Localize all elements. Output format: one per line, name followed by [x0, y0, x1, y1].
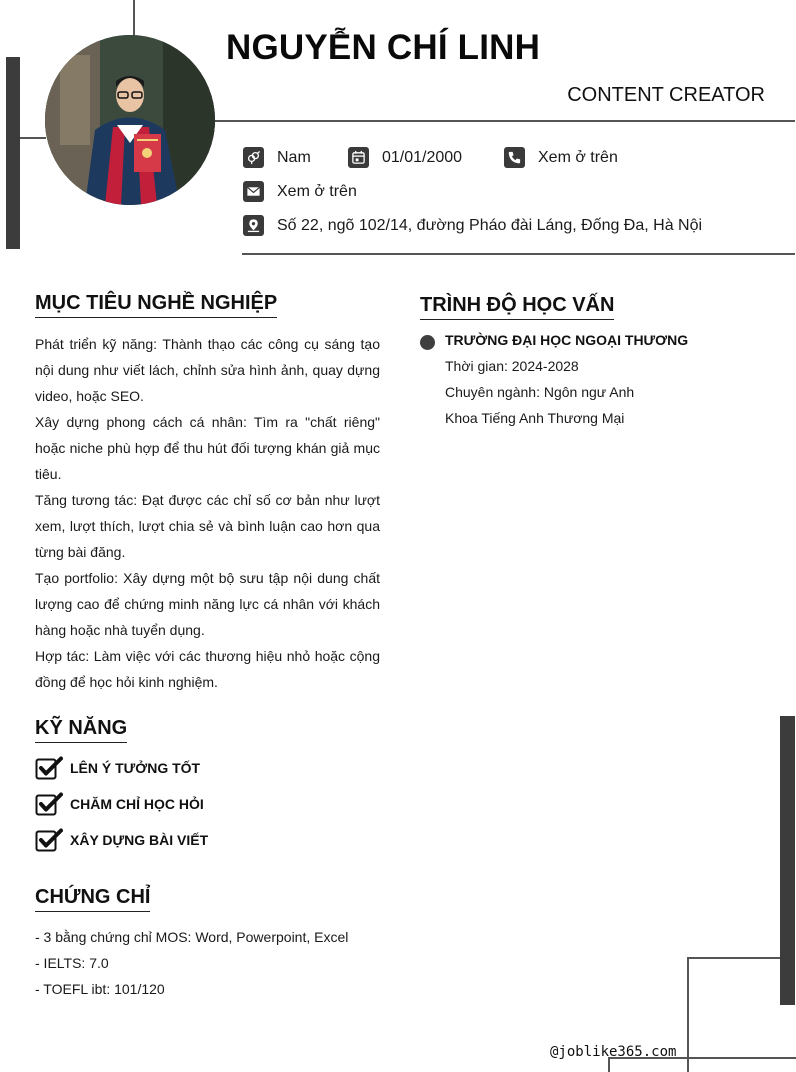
- avatar: [45, 35, 215, 205]
- calendar-icon: [348, 147, 369, 168]
- phone-value: Xem ở trên: [538, 148, 618, 166]
- job-title: CONTENT CREATOR: [567, 84, 765, 106]
- checkbox-check-icon: [35, 792, 63, 816]
- info-gender: [243, 147, 311, 168]
- objective-heading: MỤC TIÊU NGHỀ NGHIỆP: [35, 292, 277, 318]
- birthday-value: 01/01/2000: [382, 148, 463, 166]
- info-phone: [504, 147, 618, 168]
- education-major: Chuyên ngành: Ngôn ngư Anh: [445, 384, 635, 400]
- skill-item: [35, 828, 208, 852]
- objective-item: Tạo portfolio: Xây dựng một bộ sưu tập nội dung chất lượng cao để chứng minh năng lực cá nhân với khách hàng hoặc nhà tuyển dụng.: [35, 570, 380, 638]
- corner-line-top: [687, 957, 780, 959]
- right-accent-bar: [780, 716, 795, 1005]
- left-accent-bar: [6, 57, 20, 249]
- certificates-heading: CHỨNG CHỈ: [35, 886, 150, 912]
- envelope-icon: [243, 181, 264, 202]
- education-heading: TRÌNH ĐỘ HỌC VẤN: [420, 294, 614, 320]
- location-pin-icon: [243, 215, 264, 236]
- top-vertical-line: [133, 0, 135, 36]
- objective-item: Xây dựng phong cách cá nhân: Tìm ra "chất riêng" hoặc niche phù hợp để thu hút đối tượng khán giả mục tiêu.: [35, 414, 380, 482]
- skill-item: [35, 756, 200, 780]
- checkbox-check-icon: [35, 756, 63, 780]
- checkbox-check-icon: [35, 828, 63, 852]
- skill-label: XÂY DỰNG BÀI VIẾT: [70, 832, 209, 848]
- header-divider: [215, 120, 795, 122]
- info-email: [243, 181, 357, 202]
- certificate-item: - 3 bằng chứng chỉ MOS: Word, Powerpoint, Excel: [35, 929, 349, 945]
- left-connector-line: [20, 137, 46, 139]
- education-time: Thời gian: 2024-2028: [445, 358, 579, 374]
- objective-item: Hợp tác: Làm việc với các thương hiệu nhỏ hoặc cộng đồng để học hỏi kinh nghiệm.: [35, 648, 380, 690]
- objective-item: Phát triển kỹ năng: Thành thạo các công cụ sáng tạo nội dung như viết lách, chỉnh sửa hình ảnh, quay dựng video, hoặc SEO.: [35, 336, 380, 404]
- avatar-photo-illustration: [45, 35, 215, 205]
- skill-item: [35, 792, 204, 816]
- gender-value: Nam: [277, 148, 311, 166]
- full-name: NGUYỄN CHÍ LINH: [226, 28, 541, 67]
- gender-icon: [243, 147, 264, 168]
- phone-icon: [504, 147, 525, 168]
- info-address: [243, 215, 702, 236]
- objective-list: [35, 331, 380, 695]
- skill-label: LÊN Ý TƯỞNG TỐT: [70, 760, 201, 776]
- corner-line-left: [687, 957, 689, 1072]
- certificate-list: [35, 924, 348, 1002]
- info-divider: [242, 253, 795, 255]
- footer-watermark: @joblike365.com: [550, 1044, 677, 1060]
- objective-item: Tăng tương tác: Đạt được các chỉ số cơ bản như lượt xem, lượt thích, lượt chia sẻ và bình luận cao hơn qua từng bài đăng.: [35, 492, 380, 560]
- skills-heading: KỸ NĂNG: [35, 717, 127, 743]
- education-faculty: Khoa Tiếng Anh Thương Mại: [445, 410, 625, 426]
- certificate-item: - IELTS: 7.0: [35, 955, 109, 971]
- bullet-dot-icon: [420, 335, 435, 350]
- skill-label: CHĂM CHỈ HỌC HỎI: [70, 796, 204, 812]
- email-value: Xem ở trên: [277, 182, 357, 200]
- certificate-item: - TOEFL ibt: 101/120: [35, 981, 165, 997]
- address-value: Số 22, ngõ 102/14, đường Pháo đài Láng, Đống Đa, Hà Nội: [277, 216, 703, 234]
- info-birthday: [348, 147, 462, 168]
- school-name: TRƯỜNG ĐẠI HỌC NGOẠI THƯƠNG: [445, 332, 689, 348]
